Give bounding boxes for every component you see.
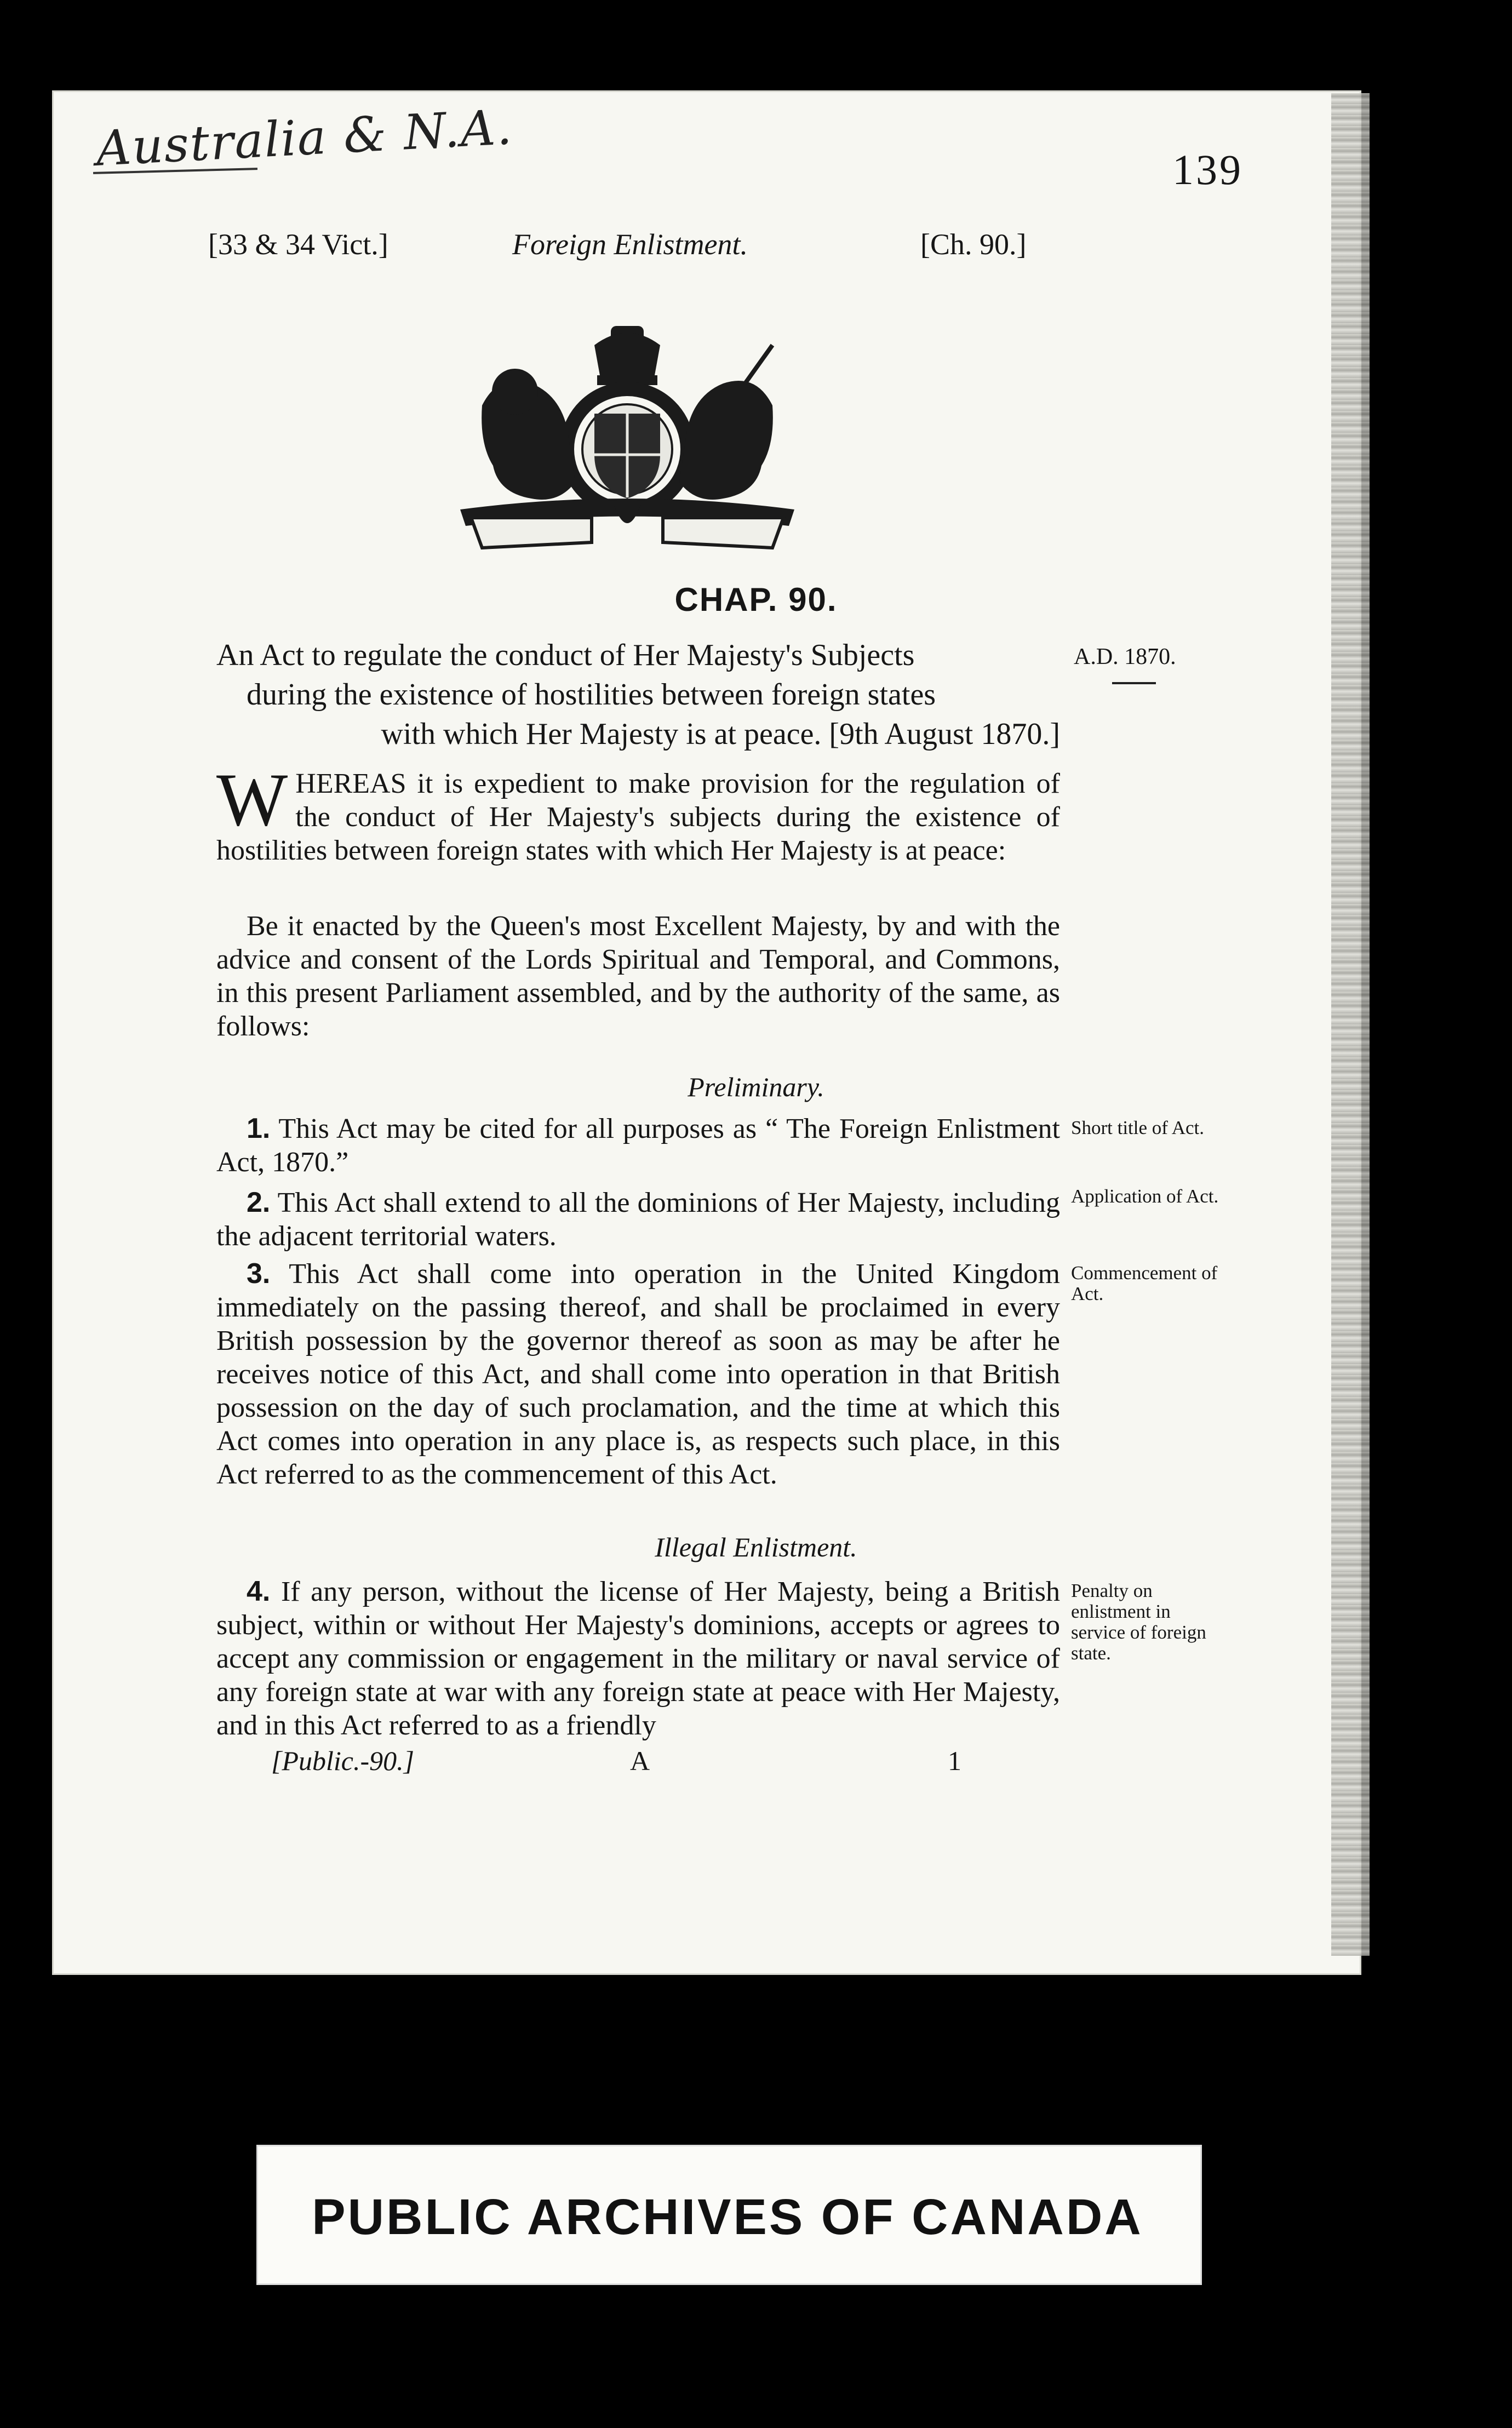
page-edge	[1331, 93, 1370, 1956]
long-title-line-2: during the existence of hostilities between foreign states	[247, 678, 936, 712]
drop-cap: W	[216, 758, 288, 841]
margin-date-rule	[1112, 682, 1156, 684]
long-title	[216, 635, 1060, 754]
header-chapter: [Ch. 90.]	[920, 228, 1027, 261]
margin-note-1: Short title of Act.	[1071, 1117, 1205, 1138]
section-3	[216, 1257, 1060, 1491]
margin-note-2: Application of Act.	[1071, 1186, 1219, 1207]
header-regnal-year: [33 & 34 Vict.]	[208, 228, 388, 261]
footer-public-number: [Public.-90.]	[271, 1745, 415, 1776]
section-text: If any person, without the license of Her Majesty, being a British subject, within or without Her Majesty's dominions, accepts or agrees to accept any commission or engagement in the military or naval service of any foreign state at war with any foreign state at peace with Her Majesty, and in this Act referred to as a friendly	[216, 1576, 1060, 1741]
header-act-name: Foreign Enlistment.	[512, 228, 748, 261]
section-4	[216, 1575, 1060, 1742]
section-number: 4.	[247, 1576, 271, 1607]
section-text: This Act shall extend to all the dominions of Her Majesty, including the adjacent territorial waters.	[216, 1187, 1061, 1252]
footer-page-mark: 1	[948, 1745, 961, 1776]
section-text: This Act may be cited for all purposes as “ The Foreign Enlistment Act, 1870.”	[216, 1113, 1060, 1178]
archive-label: PUBLIC ARCHIVES OF CANADA	[312, 2189, 1143, 2245]
enacting-formula: Be it enacted by the Queen's most Excellent Majesty, by and with the advice and consent of the Lords Spiritual and Temporal, and Commons, in this present Parliament assembled, and by the authority of the same, as follows:	[216, 910, 1060, 1042]
section-number: 1.	[247, 1113, 271, 1144]
royal-coat-of-arms-icon	[449, 323, 805, 559]
section-1	[216, 1112, 1060, 1179]
long-title-line-3: with which Her Majesty is at peace. [9th August 1870.]	[381, 717, 1060, 751]
section-number: 3.	[247, 1258, 271, 1290]
margin-note-3: Commencement of Act.	[1071, 1262, 1218, 1304]
margin-note-4: Penalty on enlistment in service of foreign state.	[1071, 1580, 1206, 1664]
section-number: 2.	[247, 1187, 271, 1218]
long-title-line-1: An Act to regulate the conduct of Her Majesty's Subjects	[216, 638, 915, 672]
preamble-whereas-text: HEREAS it is expedient to make provision for the regulation of the conduct of Her Majesty's subjects during the existence of hostilities between foreign states with which Her Majesty is at peace:	[216, 768, 1060, 866]
footer-signature-mark: A	[630, 1745, 650, 1776]
page-number: 139	[1172, 146, 1243, 193]
chapter-title: CHAP. 90.	[674, 581, 838, 618]
preamble-whereas	[216, 758, 1060, 867]
heading-illegal-enlistment: Illegal Enlistment.	[655, 1532, 857, 1562]
section-text: This Act shall come into operation in the United Kingdom immediately on the passing thereof, and shall be proclaimed in every British possession by the governor thereof as soon as may be after he receives notice of this Act, and shall come into operation in that British possession on the day of such proclamation, and the time at which this Act comes into operation in any place is, as respects such place, in this Act referred to as the commencement of this Act.	[216, 1258, 1060, 1490]
margin-date: A.D. 1870.	[1074, 644, 1176, 669]
section-2	[216, 1186, 1060, 1253]
handwritten-annotation: Australia & N.A.	[94, 99, 514, 177]
heading-preliminary: Preliminary.	[688, 1072, 824, 1102]
